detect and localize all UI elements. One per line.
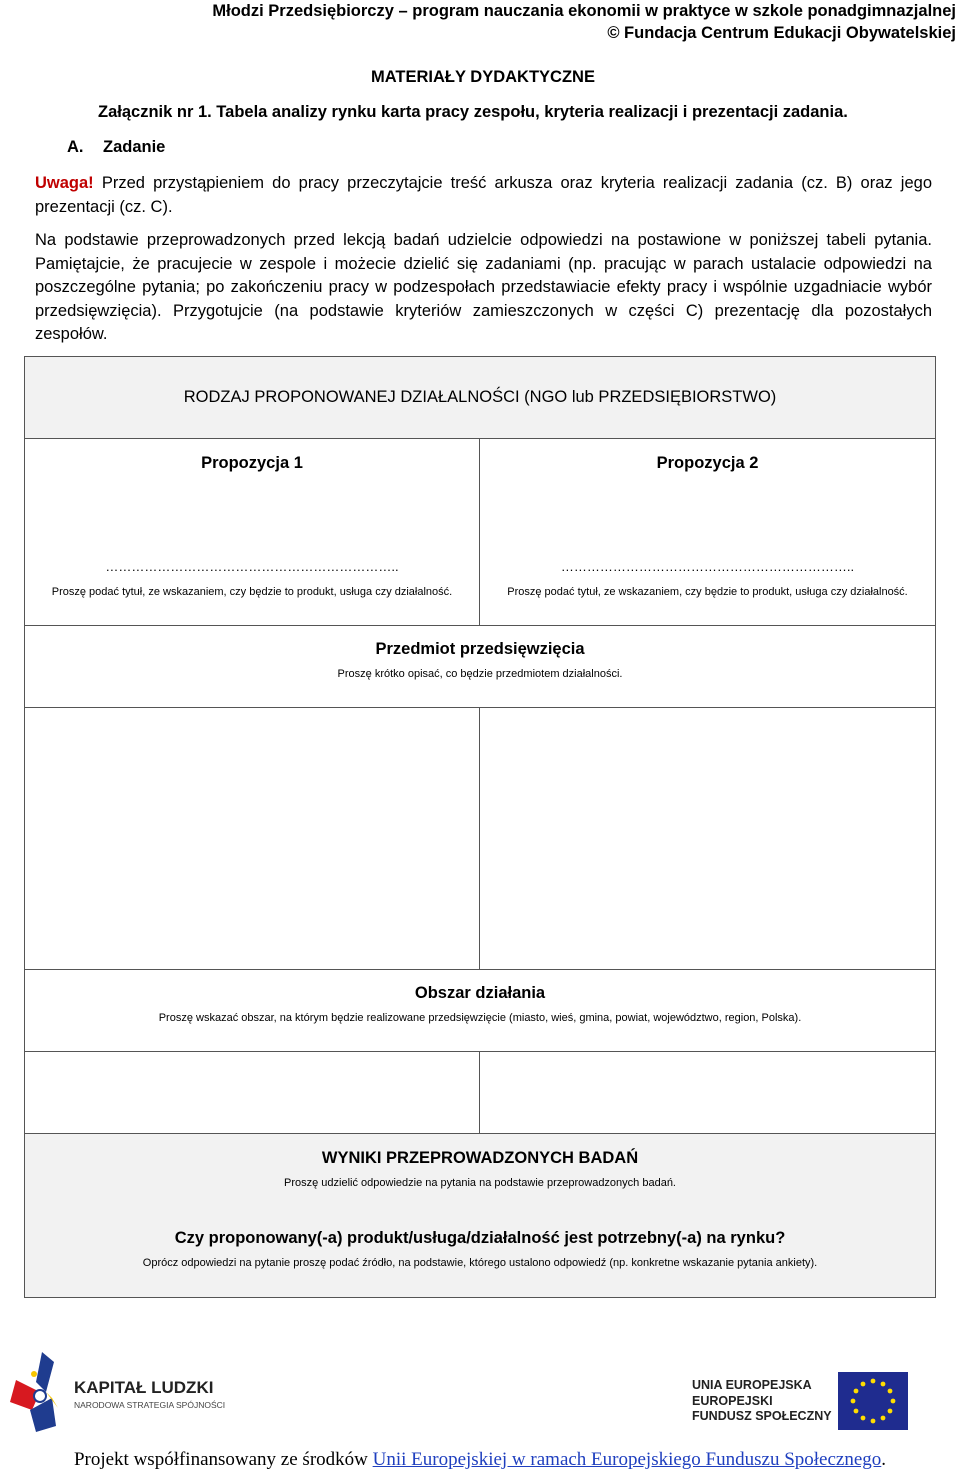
task-label: Zadanie [103,138,166,156]
task-letter: A. [67,138,84,156]
area-answer-2[interactable] [480,1052,936,1134]
subject-answer-1[interactable] [25,708,480,970]
proposal-2-dots: ………………………………………………………….. [560,559,855,574]
proposal-1-title: Propozycja 1 [201,454,303,472]
proposal-1-cell[interactable] [25,439,480,626]
eu-logo-line3: FUNDUSZ SPOŁECZNY [692,1409,832,1423]
kapital-ludzki-emblem-icon [10,1352,80,1432]
subject-answer-2[interactable] [480,708,936,970]
activity-type-title: RODZAJ PROPONOWANEJ DZIAŁALNOŚCI (NGO lub PRZEDSIĘBIORSTWO) [183,388,777,406]
eu-logo-line2: EUROPEJSKI [692,1394,773,1408]
proposal-1-hint: Proszę podać tytuł, ze wskazaniem, czy będzie to produkt, usługa czy działalność. [51,586,453,598]
footer-eu-link[interactable]: Unii Europejskiej w ramach Europejskiego Funduszu Społecznego [372,1449,882,1470]
area-header-cell [25,970,936,1052]
uwaga-label: Uwaga! [35,174,94,192]
results-hint: Proszę udzielić odpowiedzie na pytania na podstawie przeprowadzonych badań. [284,1177,676,1189]
subject-title: Przedmiot przedsięwzięcia [375,640,585,658]
footer-cofinancing [0,1449,960,1471]
eu-logo-line1: UNIA EUROPEJSKA [692,1378,812,1392]
eu-flag-icon [838,1372,908,1430]
footer-suffix: . [881,1449,887,1470]
question-title: Czy proponowany(-a) produkt/usługa/działalność jest potrzebny(-a) na rynku? [174,1228,786,1247]
header-copyright: © Fundacja Centrum Edukacji Obywatelskiej [607,24,956,42]
market-analysis-table [24,356,936,1298]
intro-note [35,172,932,219]
subject-header-cell [25,626,936,708]
intro-instructions: Na podstawie przeprowadzonych przed lekcją badań udzielcie odpowiedzi na postawione w poniższej tabeli pytania. Pamiętajcie, że pracujecie w zespole i możecie dzielić się zadaniami (np. pracując w parach ustalacie odpowiedzi na poszczególne pytania; po zakończeniu pracy w podzespołach przedstawiacie efekty pracy i wspólnie uzgadniacie wybór przedsięwzięcia). Przygotujcie (na podstawie kryteriów zamieszczonych w części C) prezentację dla pozostałych zespołów. [35,231,932,343]
area-hint: Proszę wskazać obszar, na którym będzie realizowane przedsięwzięcie (miasto, wieś, gmina, powiat, województwo, region, Polska). [158,1012,802,1024]
footer-prefix: Projekt współfinansowany ze środków [73,1449,373,1470]
area-title: Obszar działania [414,984,546,1002]
kapital-ludzki-name: KAPITAŁ LUDZKI [74,1378,214,1397]
intro-note-text: Przed przystąpieniem do pracy przeczytajcie treść arkusza oraz kryteria realizacji zadania (cz. B) oraz jego prezentacji (cz. C). [35,174,932,216]
proposal-2-cell[interactable] [480,439,936,626]
results-header-cell [25,1134,936,1216]
proposal-2-title: Propozycja 2 [656,454,759,472]
header-program-title: Młodzi Przedsiębiorczy – program nauczania ekonomii w praktyce w szkole ponadgimnazjalnej [212,2,956,20]
eu-esf-logo [692,1372,912,1432]
kapital-ludzki-logo [10,1352,250,1432]
proposal-1-dots: ………………………………………………………….. [105,559,399,574]
subject-hint: Proszę krótko opisać, co będzie przedmiotem działalności. [337,668,623,680]
question-hint: Oprócz odpowiedzi na pytanie proszę podać źródło, na podstawie, którego ustalono odpowiedź (np. konkretne wskazanie pytania ankiety). [142,1256,818,1269]
area-answer-1[interactable] [25,1052,480,1134]
kapital-ludzki-sub: NARODOWA STRATEGIA SPÓJNOŚCI [74,1400,226,1410]
section-title: MATERIAŁY DYDAKTYCZNE [371,68,595,86]
activity-type-header [25,357,936,439]
question-cell [25,1216,936,1298]
annex-title: Załącznik nr 1. Tabela analizy rynku karta pracy zespołu, kryteria realizacji i prezentacji zadania. [98,103,848,121]
proposal-2-hint: Proszę podać tytuł, ze wskazaniem, czy będzie to produkt, usługa czy działalność. [507,586,908,598]
results-title: WYNIKI PRZEPROWADZONYCH BADAŃ [321,1149,639,1167]
